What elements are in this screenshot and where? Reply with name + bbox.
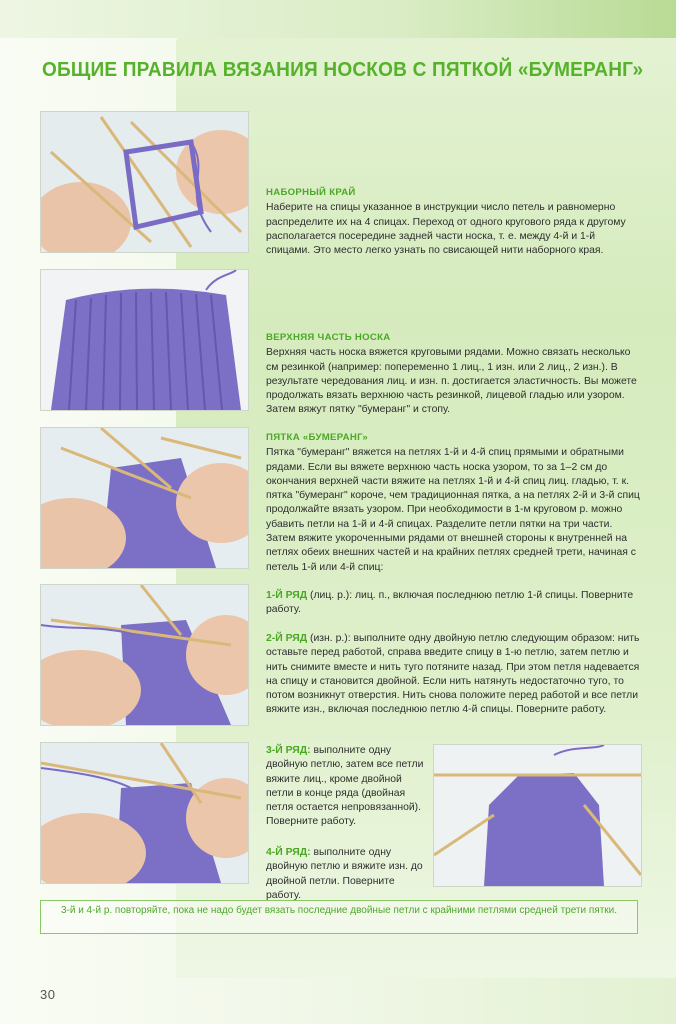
section-text: Верхняя часть носка вяжется круговыми рядами. Можно связать несколько см резинкой (например: попеременно 1 лиц., 1 изн. или 2 лиц., 2 изн.). В результате чередования лиц. и изн. п. достигается эластичность. Вы можете продолжать вязать верхнюю часть резинкой, лицевой гладью или узором. Затем вяжут пятку "бумеранг" и стопу. (266, 347, 637, 416)
photo-row-two (40, 584, 249, 726)
photo-heel-start (40, 427, 249, 569)
row-label: 2-Й РЯД (266, 633, 308, 644)
row-label: 1-Й РЯД (266, 590, 308, 601)
row-text: выполните одну двойную петлю и вяжите изн. до двойной петли. Поверните работу. (266, 847, 423, 901)
row-label: 4-Й РЯД: (266, 847, 311, 858)
section-text: Пятка "бумеранг" вяжется на петлях 1-й и 4-й спиц прямыми и обратными рядами. Если вы вяжете верхнюю часть носка узором, то за 1–2 см до окончания верхней части вяжите на петлях 1-й и 4-й спиц лиц. гладью, т. к. пятка "бумеранг" короче, чем традиционная пятка, а на петлях 2-й и 3-й спиц продолжайте вязать узором. При необходимости в 1-м круговом р. можно убавить петли на 1-й и 4-й спицах. Разделите петли пятки на три части. Затем вяжите укороченными рядами от внешней стороны к внутренней на петлях обеих внешних частей и на крайних петлях средней трети, начиная с петель 1-й или 4-й спиц: (266, 447, 640, 573)
section-heel (266, 431, 642, 575)
section-top-part (266, 331, 642, 418)
row-text: выполните одну двойную петлю, затем все петли вяжите лиц., кроме двойной петли в конце ряда (двойная петля остается непровязанной). Поверните работу. (266, 745, 424, 828)
section-heading: ВЕРХНЯЯ ЧАСТЬ НОСКА (266, 332, 391, 343)
section-cast-on (266, 186, 642, 258)
row-two-instructions (266, 632, 642, 718)
repeat-note: 3-й и 4-й р. повторяйте, пока не надо будет вязать последние двойные петли с крайними петлями средней трети пятки. (40, 900, 638, 934)
photo-cast-on (40, 111, 249, 253)
page-number: 30 (40, 987, 56, 1002)
row-text: (лиц. р.): лиц. п., включая последнюю петлю 1-й спицы. Поверните работу. (266, 590, 634, 616)
top-band (0, 0, 676, 38)
photo-row-three (40, 742, 249, 884)
row-four-instructions (266, 846, 426, 903)
row-text: (изн. р.): выполните одну двойную петлю следующим образом: нить оставьте перед работой, справа введите спицу в 1-ю петлю, затем петлю и нить снимите вместе и нить туго потяните назад. При этом петля надевается на спицу и становится двойной. Если нить натянуть недостаточно туго, то потом возникнут отверстия. Нить снова положите перед работой и все петли вяжите изн., включая последнюю петлю 4-й спицы. Поверните работу. (266, 633, 640, 716)
row-three-instructions (266, 744, 426, 830)
row-one-instructions (266, 589, 642, 618)
photo-ribbing (40, 269, 249, 411)
section-heading: ПЯТКА «БУМЕРАНГ» (266, 432, 369, 443)
row-label: 3-Й РЯД: (266, 745, 311, 756)
photo-heel-progress (433, 744, 642, 887)
page-title: ОБЩИЕ ПРАВИЛА ВЯЗАНИЯ НОСКОВ С ПЯТКОЙ «БУМЕРАНГ» (42, 58, 644, 81)
section-text: Наберите на спицы указанное в инструкции число петель и равномерно распределите их на 4 спицах. Переход от одного кругового ряда к другому располагается посередине задней части носка, т. е. между 4-й и 1-й спицами. Это место легко узнать по свисающей нити наборного края. (266, 202, 626, 257)
section-heading: НАБОРНЫЙ КРАЙ (266, 187, 356, 198)
